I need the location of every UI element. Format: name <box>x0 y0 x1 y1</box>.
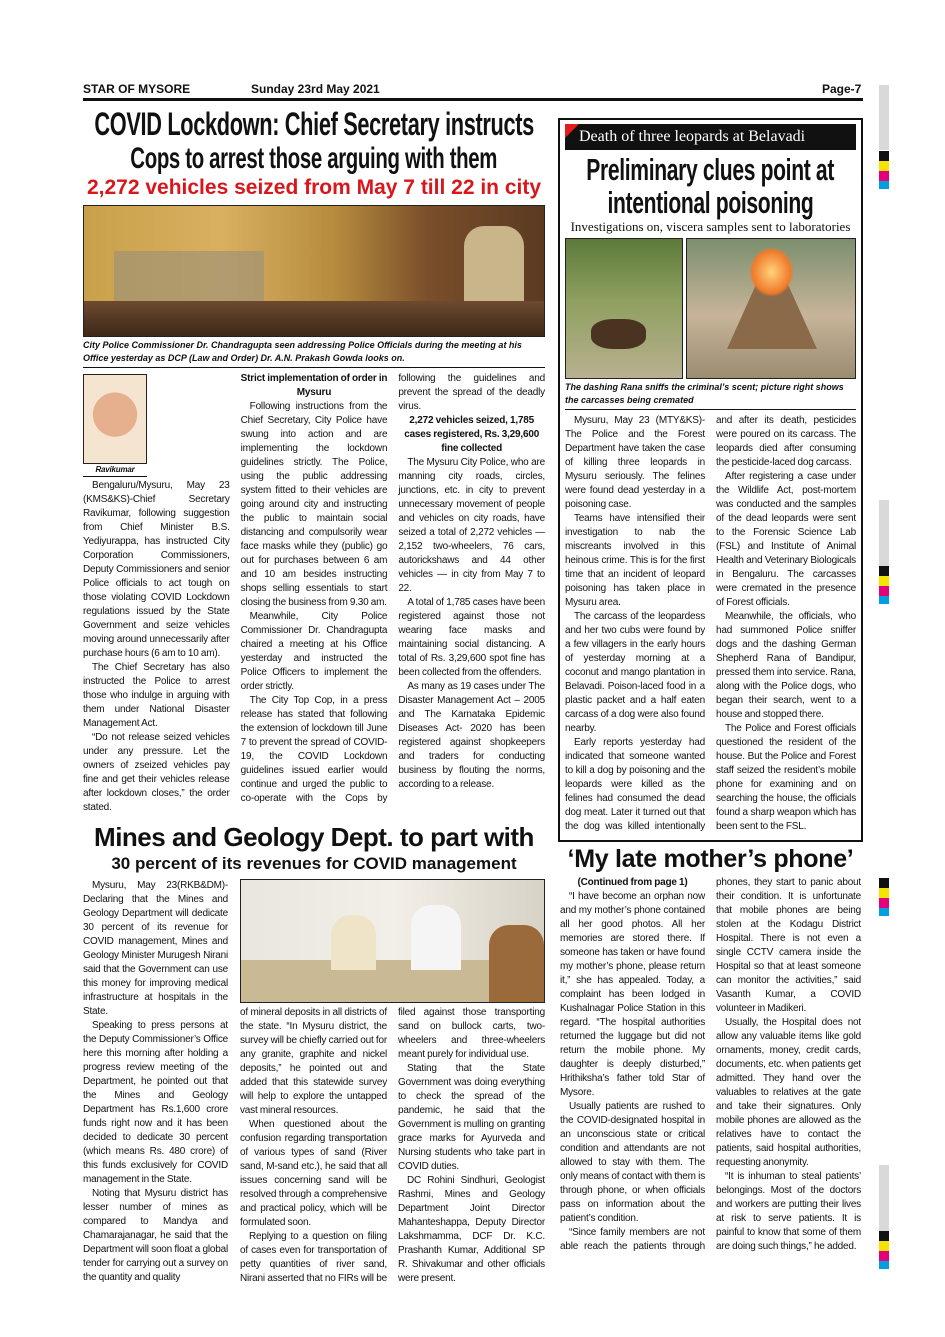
a2-photos <box>565 238 856 379</box>
subheading: 2,272 vehicles seized, 1,785 cases registered, Rs. 3,29,600 fine collected <box>404 415 540 454</box>
subheading: Strict implementation of order in Mysuru <box>240 373 388 398</box>
paragraph: The carcass of the leopardess and her two cubs were found by a few villagers in the early hours of yesterday morning at a coconut and mango plantation in Belavadi. Poison-laced food in a plastic packet and a half eaten carcass of a dog were also found nearby. <box>565 611 705 734</box>
paragraph: Following instructions from the Chief Secretary, City Police have swung into action and are implementing the lockdown guidelines strictly. The Police, using the public addressing system fitted to their vehicles are going around city and instructing the public to maintain social distancing and compulsorily wear face masks while they (public) go out for purchases between 6 am and 10 am besides instructing shops selling essentials to start closing the business from 9.30 am. <box>240 401 388 608</box>
mugshot <box>83 374 147 477</box>
paragraph: Usually patients are rushed to the COVID-designated hospital in an unconscious state or critical condition and attendants are not allowed to stay with them. The only means of contact with them is through phone, or when officials pass on information about the patient’s condition. <box>560 1101 705 1224</box>
page-number: Page-7 <box>822 82 862 96</box>
paragraph: Mysuru, May 23 (MTY&KS)-The Police and the Forest Department have taken the case of killing three leopards in Mysuru seriously. The felines were found dead yesterday in a poisoning case. <box>565 415 705 510</box>
a3-headline: Mines and Geology Dept. to part with <box>94 822 534 852</box>
ravikumar-photo <box>83 374 147 464</box>
a2-headline-1: Preliminary clues point at <box>586 152 835 187</box>
red-corner-icon <box>565 124 579 138</box>
a3-subhead: 30 percent of its revenues for COVID management <box>111 854 517 873</box>
paragraph: Mysuru, May 23(RKB&DM)-Declaring that the Mines and Geology Department will dedicate 30 percent of its revenue for COVID management, Mines and Geology Minister Murugesh Nirani said that the Government can use this money for improving medical infrastructure at hospitals in the State. <box>83 880 228 1017</box>
paragraph: Replying to a question on filing of cases even for transportation of petty quantities of river sand, Nirani asserted that no FIRs will be filed against those transporting sand on bullock carts, two-wheelers and three-wheelers meant purely for individual use. <box>240 1007 545 1284</box>
mugshot-caption: Ravikumar <box>83 464 147 477</box>
a2-photo-caption: The dashing Rana sniffs the criminal’s scent; picture right shows the carcasses being cremated <box>565 382 844 405</box>
a3-body-rest <box>240 1006 545 1286</box>
a2-body <box>565 414 856 834</box>
a2-deck: Investigations on, viscera samples sent to laboratories <box>570 219 851 234</box>
paragraph: As many as 19 cases under The Disaster Management Act – 2005 and The Karnataka Epidemic Diseases Act- 2020 has been registered against shopkeepers and traders for conducting business by flouting the norms, according to a release. <box>398 681 545 790</box>
paragraph: Speaking to press persons at the Deputy Commissioner’s Office here this morning after holding a progress review meeting of the Department, he pointed out that the Mines and Geology Department has Rs.1,600 crore funds right now and it has been decided to dedicate 30 percent (which means Rs. 480 crore) of this funds exclusively for COVID management in the State. <box>83 1020 228 1185</box>
a4-body <box>558 876 863 1254</box>
a1-headline: COVID Lockdown: Chief Secretary instructs <box>94 106 534 142</box>
paragraph: “I have become an orphan now and my mother’s phone contained all her good photos. All her memories are stored there. If someone has taken or have found my mother’s phone, please return it,” she has appealed. Today, a complaint has been lodged in Kushalnagar Police Station in this regard. “The hospital authorities returned the luggage but did not return the mobile phone. My daughter is deeply disturbed,” Hrithiksha’s father told Star of Mysore. <box>560 891 705 1098</box>
paragraph: The Mysuru City Police, who are manning city roads, circles, junctions, etc. in city to prevent unnecessary movement of people and vehicles on city roads, have seized a total of 2,272 vehicles — 2,152 two-wheelers, 76 cars, autorickshaws and 44 other vehicles — in city from May 7 to 22. <box>398 457 545 594</box>
leopard-article-box <box>558 118 863 842</box>
paragraph: When questioned about the confusion regarding transportation of various types of sand (River sand, M-sand etc.), he said that all issues concerning sand will be resolved through a comprehensive and practical policy, which will be formulated soon. <box>240 1119 387 1228</box>
left-column <box>83 106 545 1286</box>
a2-headline-2: intentional poisoning <box>607 185 814 220</box>
paragraph: of mineral deposits in all districts of the state. “In Mysuru district, the survey will be chiefly carried out for any granite, graphite and nickel deposits,” he pointed out and added that this statewide survey will help to explore the untapped vast mineral resources. <box>240 1007 387 1116</box>
a1-body <box>83 372 545 815</box>
paragraph: “Do not release seized vehicles under any pressure. Let the owners of zseized vehicles pay fine and get their vehicles release after lockdown closes,” the order stated. <box>83 732 230 813</box>
paragraph: Stating that the State Government was doing everything to check the spread of the pandemic, he said that the Government is mulling on granting grace marks for Ayurveda and Nursing students who take part in COVID duties. <box>398 1063 545 1172</box>
a1-kicker: 2,272 vehicles seized from May 7 till 22 in city <box>86 176 542 199</box>
paragraph: Meanwhile, City Police Commissioner Dr. Chandragupta chaired a meeting at his Office yesterday and instructed the Police Officers to implement the order strictly. <box>240 611 388 692</box>
caption-rule <box>83 367 545 368</box>
issue-date: Sunday 23rd May 2021 <box>251 82 380 96</box>
sniffer-dog-photo <box>565 238 683 379</box>
caption-rule <box>565 409 856 410</box>
a2-kicker: Death of three leopards at Belavadi <box>565 124 856 150</box>
right-column <box>558 118 863 1254</box>
paragraph: Bengaluru/Mysuru, May 23 (KMS&KS)-Chief Secretary Ravikumar, following suggestion from Chief Minister B.S. Yediyurappa, has instructed City Corporation Commissioners, Deputy Commissioners and senior Police officials to act tough on those violating COVID Lockdown regulations issued by the State Government and seize vehicles moving around unnecessarily after purchase hours (6 am to 10 am). <box>83 480 230 659</box>
a4-headline: ‘My late mother’s phone’ <box>567 845 854 873</box>
a3-body-col1 <box>83 879 228 1286</box>
paragraph: The Police and Forest officials questioned the resident of the house. But the Police and Forest staff seized the resident’s mobile phone for examining and on searching the house, the officials found a sharp weapon which has been sent to the FSL. <box>716 723 856 832</box>
subheading: (Continued from page 1) <box>577 877 688 888</box>
paragraph: “It is inhuman to steal patients’ belongings. Most of the doctors and workers are putting their lives at risk to serve patients. It is painful to know that some of them are doing such things,” he added. <box>716 1171 861 1252</box>
a1-subhead: Cops to arrest those arguing with them <box>130 142 498 175</box>
press-meet-photo <box>240 879 545 1003</box>
paragraph: The Chief Secretary has also instructed the Police to arrest those who indulge in arguing with them under National Disaster Management Act. <box>83 662 230 729</box>
header-rule <box>83 98 863 101</box>
paragraph: Noting that Mysuru district has lesser number of mines as compared to Mandya and Chamarajanagar, he said that the Department will soon float a global tender for carrying out a survey on the quantity and quality <box>83 1188 228 1283</box>
paragraph: The City Top Cop, in a press release has stated that following the extension of lockdown till June 7 to prevent the spread of COVID-19, the COVID Lockdown guidelines issued earlier would continue and urged the public to co-operate with the Cops by following the guidelines and prevent the spread of the deadly virus. <box>240 373 545 804</box>
paragraph: Meanwhile, the officials, who had summoned Police sniffer dogs and the dashing German Shepherd Rana of Bandipur, pressed them into service. Rana, along with the Police dogs, who began their search, went to a house and stopped there. <box>716 611 856 720</box>
meeting-photo <box>83 205 545 337</box>
newspaper-name: STAR OF MYSORE <box>83 82 191 96</box>
a1-photo-caption: City Police Commissioner Dr. Chandragupta seen addressing Police Officials during the meeting at his Office yesterday as DCP (Law and Order) Dr. A.N. Prakash Gowda looks on. <box>83 340 522 363</box>
paragraph: “Since family members are not able reach the patients through phones, they start to panic about their condition. It is unfortunate that mobile phones are being stolen at the Kodagu District Hospital. There is not even a single CCTV camera inside the Hospital so that at least someone can monitor the activities,” said Vasanth Kumar, a COVID volunteer in Madikeri. <box>560 877 861 1252</box>
paragraph: DC Rohini Sindhuri, Geologist Rashmi, Mines and Geology Department Joint Director Mahanteshappa, Deputy Director Lakshmamma, DCF Dr. K.C. Prashanth Kumar, Additional SP R. Shivakumar and other officials were present. <box>398 1175 545 1284</box>
a3-body <box>83 879 545 1286</box>
paragraph: Usually, the Hospital does not allow any valuable items like gold ornaments, money, credit cards, documents, etc. when patients get admitted. They hand over the valuables to relatives at the gate and take their signatures. Only mobile phones are allowed as the relatives have to contact the patients, said hospital authorities, requesting anonymity. <box>716 1017 861 1168</box>
paragraph: Early reports yesterday had indicated that someone wanted to kill a dog by poisoning and the leopards were killed as the felines had consumed the dead dog meat. Later it turned out that the dog was killed intentionally and after its death, pesticides were poured on its carcass. The leopards died after consuming the pesticide-laced dog carcass. <box>565 415 856 832</box>
paragraph: After registering a case under the Wildlife Act, post-mortem was conducted and the samples of the dead leopards were sent to the Forensic Science Lab (FSL) and Institute of Animal Health and Veterinary Biologicals in Bengaluru. The carcasses were cremated in the presence of Forest officials. <box>716 471 856 608</box>
cremation-photo <box>686 238 856 379</box>
paragraph: Teams have intensified their investigation to nab the miscreants involved in this heinous crime. This is for the first time that an incident of leopard poisoning has taken place in Mysuru area. <box>565 513 705 608</box>
paragraph: A total of 1,785 cases have been registered against those not wearing face masks and maintaining social distancing. A total of Rs. 3,29,600 spot fine has been collected from the offenders. <box>398 597 545 678</box>
a3-body-right <box>240 879 545 1286</box>
